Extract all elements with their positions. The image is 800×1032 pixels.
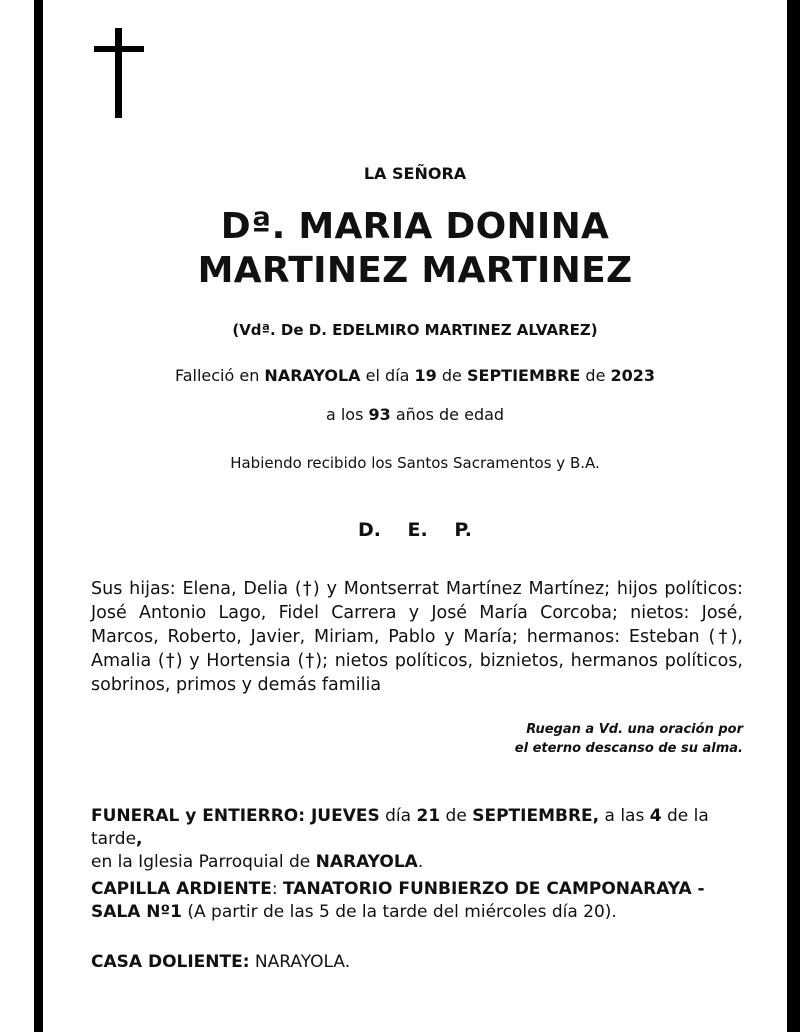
deceased-name (43, 205, 787, 293)
dep-heading: D. E. P. (357, 519, 473, 541)
death-place: NARAYOLA (264, 366, 361, 385)
deceased-name-line1: Dª. MARIA DONINA (220, 206, 610, 247)
wake-info: CAPILLA ARDIENTE: TANATORIO FUNBIERZO DE CAMPONARAYA - SALA Nº1 (A partir de las 5 de la tarde del miércoles día 20). (91, 879, 705, 922)
right-border (787, 0, 800, 1032)
prayer-line1: Ruegan a Vd. una oración por (526, 722, 743, 737)
prayer-line2: el eterno descanso de su alma. (514, 741, 743, 756)
widow-of: (Vdª. De D. EDELMIRO MARTINEZ ALVAREZ) (232, 321, 598, 339)
mourning-house-info: CASA DOLIENTE: NARAYOLA. (91, 952, 351, 972)
latin-cross-icon (94, 28, 144, 118)
deceased-name-line2: MARTINEZ MARTINEZ (197, 250, 633, 291)
death-day: 19 (414, 366, 437, 385)
intro-label: LA SEÑORA (363, 164, 467, 183)
age-line: a los 93 años de edad (325, 405, 505, 424)
prayer-request (91, 720, 743, 758)
death-year: 2023 (610, 366, 656, 385)
death-month: SEPTIEMBRE (466, 366, 581, 385)
funeral-info: FUNERAL y ENTIERRO: JUEVES día 21 de SEPTIEMBRE, a las 4 de la tarde, en la Iglesia Parroquial de NARAYOLA. (91, 806, 709, 872)
age-years: 93 (368, 405, 391, 424)
death-line: Falleció en NARAYOLA el día 19 de SEPTIEMBRE de 2023 (174, 366, 656, 385)
left-border (34, 0, 43, 1032)
family-paragraph: Sus hijas: Elena, Delia (†) y Montserrat Martínez Martínez; hijos políticos: José Antonio Lago, Fidel Carrera y José María Corcoba; nietos: José, Marcos, Roberto, Javier, Miriam, Pablo y María; hermanos: Esteban (†), Amalia (†) y Hortensia (†); nietos políticos, biznietos, hermanos políticos, sobrinos, primos y demás familia (91, 579, 743, 695)
sacraments-line: Habiendo recibido los Santos Sacramentos y B.A. (230, 454, 600, 472)
